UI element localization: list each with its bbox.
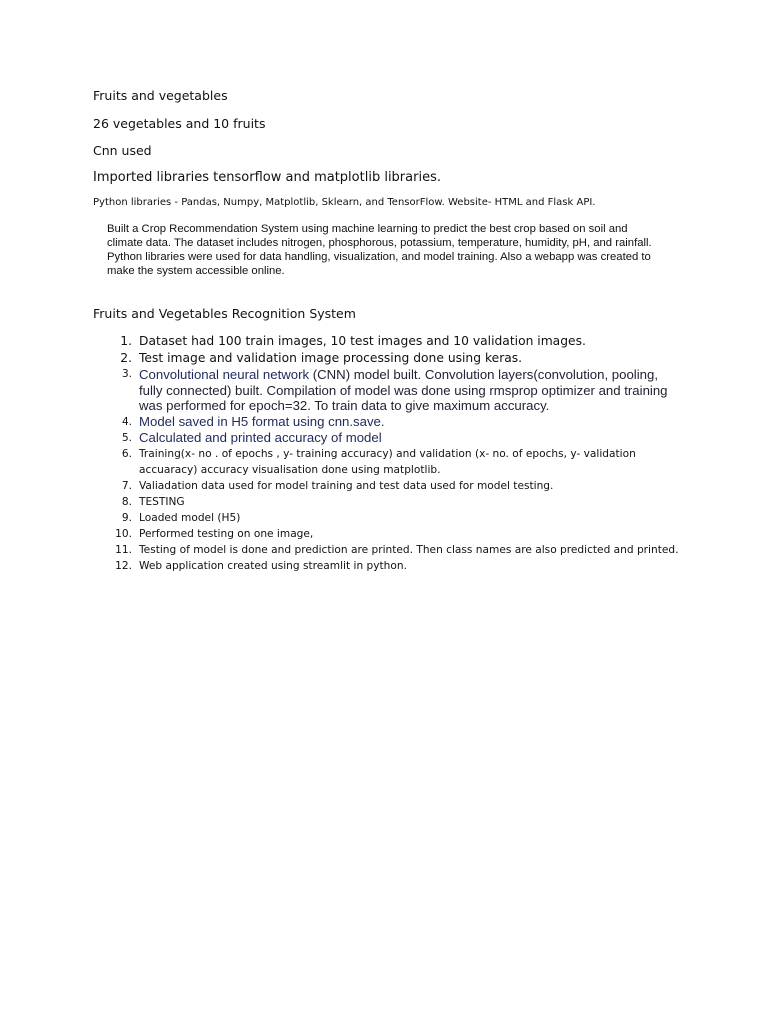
list-number: 11.	[115, 543, 132, 556]
list-item	[0, 558, 768, 574]
list-text: Dataset had 100 train images, 10 test images and 10 validation images.	[139, 334, 586, 348]
list-number: 1.	[120, 334, 132, 348]
list-number: 6.	[121, 447, 132, 460]
list-item	[0, 494, 768, 510]
list-item	[0, 478, 768, 494]
crop-recommendation-paragraph: Built a Crop Recommendation System using machine learning to predict the best crop based on soil and climate data. The dataset includes nitrogen, phosphorous, potassium, temperature, humidity, pH, and rainfall. Python libraries were used for data handling, visualization, and model training. Also a webapp was created to make the system accessible online.	[107, 223, 652, 277]
list-item	[0, 333, 768, 350]
list-number: 10.	[115, 527, 132, 540]
list-number: 2.	[120, 351, 132, 365]
cnn-used-line: Cnn used	[93, 143, 152, 158]
list-item	[0, 542, 768, 558]
imported-libraries-line: Imported libraries tensorflow and matplotlib libraries.	[93, 170, 441, 185]
list-text: Valiadation data used for model training and test data used for model testing.	[139, 479, 554, 492]
list-text: TESTING	[139, 495, 185, 508]
list-text	[139, 367, 679, 414]
list-item	[0, 510, 768, 526]
cnn-description: (CNN) model built. Convolution layers(convolution, pooling, fully connected) built. Compilation of model was done using rmsprop optimizer and training was performed for epoch=32. To train data to give maximum accuracy.	[139, 367, 668, 413]
list-number: 4.	[121, 415, 132, 428]
list-text: Web application created using streamlit in python.	[139, 559, 407, 572]
list-number: 3.	[121, 368, 132, 380]
list-text: Testing of model is done and prediction are printed. Then class names are also predicted and printed.	[139, 543, 679, 556]
list-number: 12.	[115, 559, 132, 572]
python-libraries-line: Python libraries - Pandas, Numpy, Matplotlib, Sklearn, and TensorFlow. Website- HTML and Flask API.	[93, 197, 596, 208]
list-number: 7.	[121, 479, 132, 492]
list-text: Training(x- no . of epochs , y- training accuracy) and validation (x- no. of epochs, y- validation accuaracy) accuracy visualisation done using matplotlib.	[139, 447, 636, 476]
list-text: Test image and validation image processing done using keras.	[139, 351, 523, 365]
cnn-term: Convolutional neural network	[139, 367, 310, 382]
list-number: 5.	[121, 431, 132, 444]
list-text: Model saved in H5 format using cnn.save.	[139, 413, 385, 429]
list-item	[0, 350, 768, 367]
list-item	[0, 446, 768, 478]
list-item	[0, 430, 768, 446]
list-text: Calculated and printed accuracy of model	[139, 429, 382, 445]
heading-fruits-and-vegetables: Fruits and vegetables	[93, 88, 228, 103]
vegetables-fruits-count: 26 vegetables and 10 fruits	[93, 116, 266, 131]
list-number: 9.	[121, 511, 132, 524]
list-text: Loaded model (H5)	[139, 511, 241, 524]
list-item	[0, 526, 768, 542]
list-item	[0, 367, 768, 414]
list-item	[0, 414, 768, 430]
project-steps-list	[0, 333, 768, 574]
list-text: Performed testing on one image,	[139, 527, 314, 540]
recognition-system-heading: Fruits and Vegetables Recognition System	[93, 306, 356, 321]
list-number: 8.	[121, 495, 132, 508]
